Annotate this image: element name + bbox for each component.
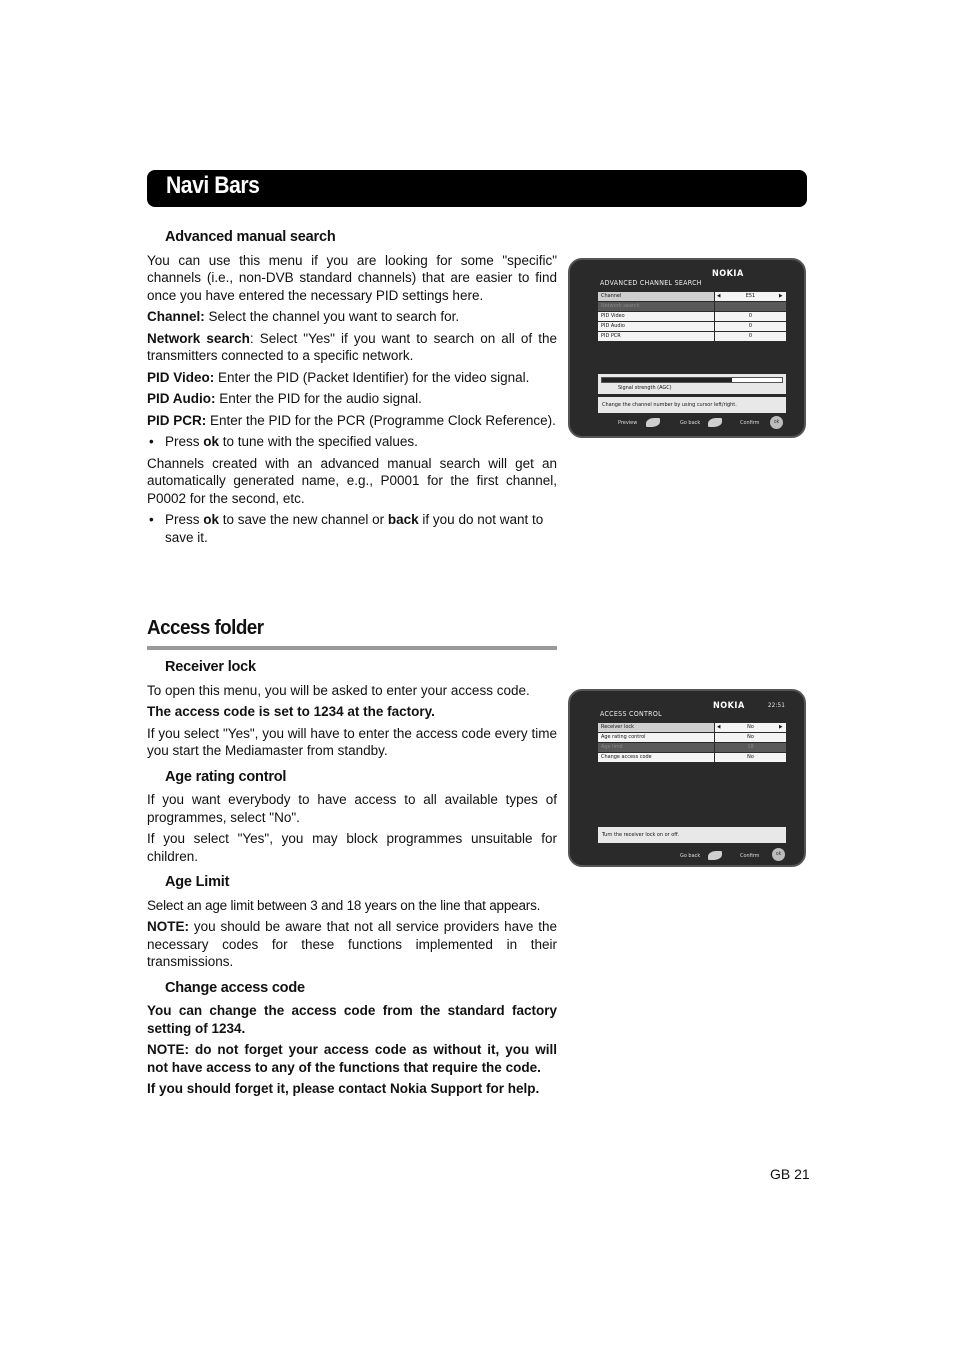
advanced-para2: Channels created with an advanced manual search will get an automatically generated name, e.g., P0001 for the first channel, P0002 for the second, etc. — [147, 455, 557, 506]
ok-icon: ok — [770, 416, 783, 429]
nokia-logo: NOKIA — [713, 701, 745, 711]
go-back-label: Go back — [680, 420, 701, 426]
page-number: GB 21 — [770, 1166, 810, 1182]
go-back-label: Go back — [680, 853, 701, 859]
advanced-channel-search-screenshot — [568, 258, 806, 438]
advanced-search-heading: Advanced manual search — [165, 229, 336, 245]
item-pid-pcr — [147, 412, 557, 430]
arrow-left-icon: ◀ — [717, 724, 721, 730]
desc: Enter the PID (Packet Identifier) for the video signal. — [214, 369, 530, 385]
term: Network search — [147, 330, 250, 346]
tv-row-pid-audio: PID Audio 0 — [598, 322, 786, 331]
access-folder-title: Access folder — [147, 616, 557, 650]
desc: Select the channel you want to search for. — [204, 309, 460, 324]
item-channel — [147, 308, 557, 326]
tv-row-pid-pcr: PID PCR 0 — [598, 332, 786, 341]
age-limit-note: NOTE: you should be aware that not all service providers have the necessary codes for these functions implemented in their transmissions. — [147, 919, 557, 969]
signal-panel — [598, 374, 786, 394]
change-code-p2: NOTE: do not forget your access code as without it, you will not have access to any of the functions that require the code. — [147, 1042, 557, 1075]
screen-title: ADVANCED CHANNEL SEARCH — [600, 279, 702, 287]
change-code-p3: If you should forget it, please contact Nokia Support for help. — [147, 1081, 540, 1096]
signal-label: Signal strength (AGC) — [618, 385, 672, 391]
item-pid-video — [147, 369, 557, 387]
term: Channel: — [147, 309, 205, 324]
access-folder-section — [147, 659, 557, 1102]
arrow-right-icon: ▶ — [779, 724, 783, 730]
tv-row-age-limit: Age limit 18 — [598, 743, 786, 752]
hint-bar: Turn the receiver lock on or off. — [598, 827, 786, 843]
item-pid-audio — [147, 390, 557, 408]
change-code-heading: Change access code — [165, 979, 305, 996]
desc: Enter the PID for the PCR (Programme Clock Reference). — [206, 412, 556, 428]
age-rating-heading: Age rating control — [165, 768, 287, 785]
arrow-left-icon: ◀ — [717, 293, 721, 299]
age-limit-heading: Age Limit — [165, 874, 230, 890]
tv-row-age-rating: Age rating control No — [598, 733, 786, 742]
preview-label: Preview — [618, 420, 638, 426]
term: PID Audio: — [147, 391, 216, 406]
advanced-search-section — [147, 229, 557, 550]
receiver-lock-p1: To open this menu, you will be asked to enter your access code. — [147, 682, 530, 698]
age-limit-p1: Select an age limit between 3 and 18 years on the line that appears. — [147, 897, 541, 913]
signal-bar-fill — [602, 378, 732, 382]
tv-row-change-code: Change access code No — [598, 753, 786, 762]
item-network-search — [147, 330, 557, 365]
tv-row-network-search: Network search — [598, 302, 786, 311]
arrow-right-icon: ▶ — [779, 293, 783, 299]
page-header-title: Navi Bars — [166, 172, 260, 199]
receiver-lock-p2: The access code is set to 1234 at the factory. — [147, 704, 435, 719]
advanced-intro: You can use this menu if you are looking for some "specific" channels (i.e., non-DVB standard channels) that are easier to find once you have entered the necessary PID settings here. — [147, 252, 557, 303]
bullet-tune: • Press ok to tune with the specified values. — [147, 433, 557, 451]
tv-row-receiver-lock: Receiver lock No ◀ ▶ — [598, 723, 786, 732]
clock: 22:51 — [768, 702, 786, 709]
desc: Enter the PID for the audio signal. — [215, 391, 422, 406]
header-bar — [147, 170, 807, 207]
hint-bar: Change the channel number by using cursor left/right. — [598, 397, 786, 413]
signal-bar-track — [601, 377, 783, 383]
preview-icon — [646, 418, 660, 427]
nokia-logo: NOKIA — [712, 269, 744, 279]
screen-title: ACCESS CONTROL — [600, 710, 662, 718]
change-code-p1: You can change the access code from the standard factory setting of 1234. — [147, 1003, 557, 1036]
term: PID Video: — [147, 369, 215, 385]
age-rating-p2: If you select "Yes", you may block programmes unsuitable for children. — [147, 831, 557, 864]
tv-row-channel: Channel E51 ◀ ▶ — [598, 292, 786, 301]
bullet-save: • Press ok to save the new channel or back if you do not want to save it. — [147, 511, 557, 546]
access-control-screenshot — [568, 689, 806, 867]
confirm-label: Confirm — [740, 853, 760, 859]
receiver-lock-heading: Receiver lock — [165, 659, 256, 675]
desc: : Select "Yes" if you want to search on all of the transmitters connected to a specific network. — [147, 330, 557, 363]
go-back-icon — [708, 851, 722, 860]
confirm-label: Confirm — [740, 420, 760, 426]
term: PID PCR: — [147, 412, 207, 428]
age-rating-p1: If you want everybody to have access to all available types of programmes, select "No". — [147, 792, 557, 825]
go-back-icon — [708, 418, 722, 427]
receiver-lock-p3: If you select "Yes", you will have to enter the access code every time you start the Mediamaster from standby. — [147, 725, 557, 758]
tv-row-pid-video: PID Video 0 — [598, 312, 786, 321]
ok-icon: ok — [772, 848, 785, 861]
